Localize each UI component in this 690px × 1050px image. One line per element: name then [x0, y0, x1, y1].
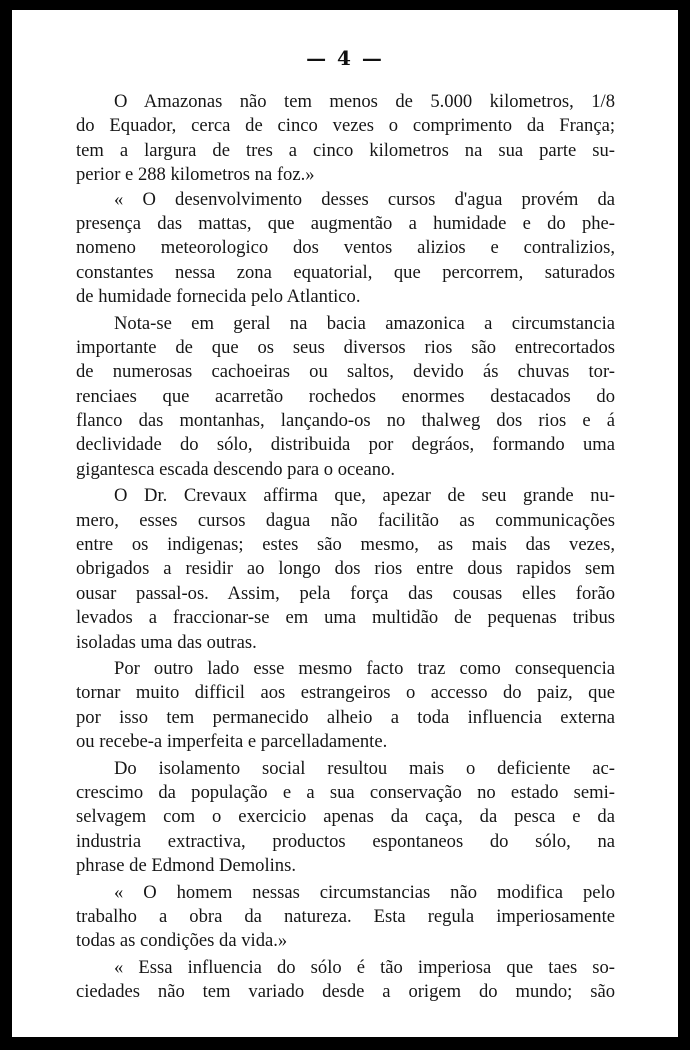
text-line: levados a fraccionar-se em uma multidão de pequenas tribus [76, 607, 615, 629]
paragraph [76, 188, 615, 310]
paragraph [76, 312, 615, 483]
text-line: mero, esses cursos dagua não facilitão as communicações [76, 509, 615, 531]
text-line: trabalho a obra da natureza. Esta regula imperiosamente [76, 905, 615, 927]
text-line: ousar passal-os. Assim, pela força das cousas elles forão [76, 582, 615, 604]
text-line: importante de que os seus diversos rios são entrecortados [76, 336, 615, 358]
paragraph [76, 484, 615, 655]
text-line: por isso tem permanecido alheio a toda influencia externa [76, 706, 615, 728]
text-line: ou recebe-a imperfeita e parcelladamente. [76, 731, 388, 753]
text-line: presença das mattas, que augmentão a humidade e do phe- [76, 212, 615, 234]
text-line: ciedades não tem variado desde a origem do mundo; são [76, 981, 615, 1003]
text-line: entre os indigenas; estes são mesmo, as mais das vezes, [76, 534, 615, 556]
text-line: Do isolamento social resultou mais o deficiente ac- [114, 757, 615, 779]
text-line: declividade do sólo, distribuida por degráos, formando uma [76, 434, 615, 456]
body-text [76, 90, 615, 1004]
paragraph [76, 881, 615, 954]
text-line: do Equador, cerca de cinco vezes o comprimento da França; [76, 115, 615, 137]
text-line: « O homem nessas circumstancias não modifica pelo [114, 881, 615, 903]
page-number: — 4 — [306, 46, 384, 70]
text-line: « O desenvolvimento desses cursos d'agua provém da [114, 188, 615, 210]
text-line: crescimo da população e a sua conservação no estado semi- [76, 781, 615, 803]
paragraph [76, 956, 615, 1005]
text-line: de numerosas cachoeiras ou saltos, devido ás chuvas tor- [76, 361, 615, 383]
text-line: flanco das montanhas, lançando-os no thalweg dos rios e á [76, 410, 615, 432]
text-line: Nota-se em geral na bacia amazonica a circumstancia [114, 312, 615, 334]
text-line: tornar muito difficil aos estrangeiros o accesso do paiz, que [76, 682, 615, 704]
text-line: todas as condições da vida.» [76, 930, 288, 952]
text-line: renciaes que acarretão rochedos enormes destacados do [76, 385, 615, 407]
text-line: industria extractiva, productos espontaneos do sólo, na [76, 830, 615, 852]
text-line: de humidade fornecida pelo Atlantico. [76, 286, 361, 308]
text-line: obrigados a residir ao longo dos rios entre dous rapidos sem [76, 558, 615, 580]
text-line: isoladas uma das outras. [76, 631, 257, 653]
text-line: O Amazonas não tem menos de 5.000 kilometros, 1/8 [114, 91, 615, 112]
text-line: perior e 288 kilometros na foz.» [76, 164, 315, 186]
text-line: nomeno meteorologico dos ventos alizios e contralizios, [76, 237, 615, 259]
paragraph [76, 90, 615, 188]
text-line: « Essa influencia do sólo é tão imperiosa que taes so- [114, 956, 615, 978]
text-line: gigantesca escada descendo para o oceano. [76, 458, 396, 480]
paragraph [76, 757, 615, 879]
paragraph [76, 657, 615, 755]
text-line: selvagem com o exercicio apenas da caça, da pesca e da [76, 806, 615, 828]
text-line: constantes nessa zona equatorial, que percorrem, saturados [76, 261, 615, 283]
text-line: phrase de Edmond Demolins. [76, 855, 296, 877]
text-line: tem a largura de tres a cinco kilometros na sua parte su- [76, 139, 615, 161]
document-page [12, 10, 678, 1037]
text-line: O Dr. Crevaux affirma que, apezar de seu grande nu- [114, 485, 615, 507]
text-line: Por outro lado esse mesmo facto traz como consequencia [114, 657, 615, 679]
